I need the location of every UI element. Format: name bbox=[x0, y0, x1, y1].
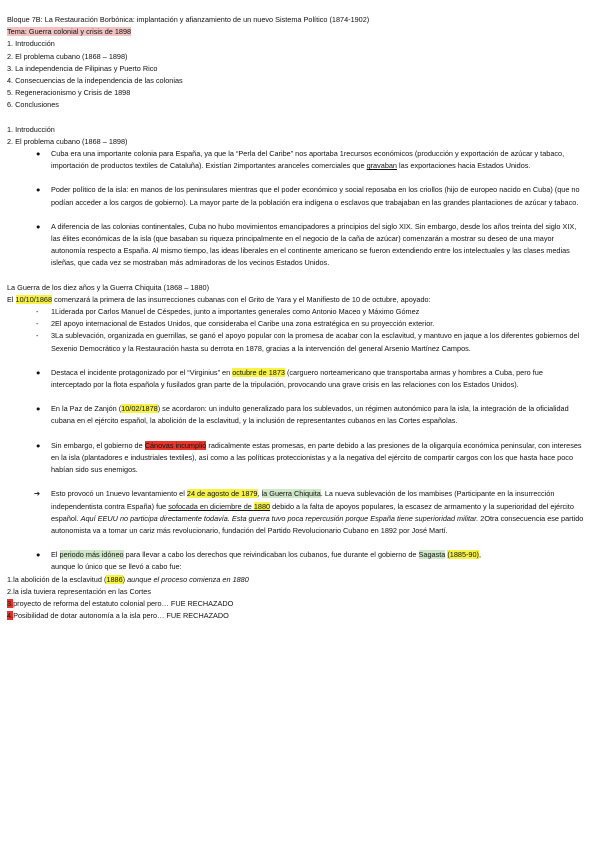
dash-icon: - bbox=[36, 307, 39, 317]
dash-item: - 1Liderada por Carlos Manuel de Céspedes, junto a importantes generales como Antonio Maceo y Máximo Gómez bbox=[7, 306, 593, 318]
toc-item: 2. El problema cubano (1868 – 1898) bbox=[7, 51, 128, 61]
sagasta-line-2: aunque lo único que se llevó a cabo fue: bbox=[51, 562, 182, 572]
bullet-autonomy-desire: ● A diferencia de las colonias continentales, Cuba no hubo movimientos emancipadores a principios del siglo XIX. Sin embargo, desde los años treinta del siglo XIX, las élites económicas de la isla (que basaban su riqueza principalmente en el negocio de la caña de azúcar) comenzarán a mostrar su deseo de una mayor autonomía respecto a España. Al mismo tiempo, las ideas liberales en el continente americano se fueron extendiendo entre los intelectuales y las clases medias isleñas, que cada vez se mostraban más admiradoras de los vecinos Estados Unidos. bbox=[36, 221, 577, 268]
war-intro: El 10/10/1868 comenzará la primera de las insurrecciones cubanas con el Grito de Yara y el Manifiesto de 10 de octubre, apoyado: bbox=[7, 294, 431, 304]
date-highlight: octubre de 1873 bbox=[232, 367, 285, 377]
date-highlight: 10/02/1878 bbox=[121, 404, 158, 414]
bullet-canovas: ● Sin embargo, el gobierno de Cánovas incumplió radicalmente estas promesas, en parte debido a las presiones de la oligarquía económica peninsular, con intereses en la isla (plantadores e industriales textiles), así como a las políticas proteccionistas y a la negativa del ejército de compartir cargos con los que hasta hace poco habían sido sus enemigos. bbox=[36, 440, 582, 475]
bullet-icon: ● bbox=[36, 149, 41, 159]
toc-item: 4. Consecuencias de la independencia de las colonias bbox=[7, 76, 183, 86]
arrow-item-guerra-chiquita: ➔ Esto provocó un 1nuevo levantamiento el 24 de agosto de 1879, la Guerra Chiquita. La nueva sublevación de los mambises (Participante en la insurrección independentista contra España) fue sofocada en diciembre de 1880 debido a la falta de apoyos populares, la escasez de armamento y la superioridad del ejército español. Aquí EEUU no participa directamente todavía. Esta guerra tuvo poca repercusión porque España tiene superioridad militar. 2Otra consecuencia ese partido autonomista va a tomar un cariz más revolucionario, fundación del Partido Revolucionario Cubano en 1892 por José Martí. bbox=[34, 489, 584, 535]
date-highlight: 10/10/1868 bbox=[15, 294, 53, 304]
bullet-icon: ● bbox=[36, 221, 41, 231]
document-page bbox=[7, 14, 593, 622]
date-highlight: (1885-90) bbox=[447, 550, 479, 560]
green-highlight: periodo más idóneo bbox=[59, 550, 124, 560]
bullet-icon: ● bbox=[36, 367, 41, 377]
bullet-icon: ● bbox=[36, 550, 41, 560]
red-highlight: Cánovas incumplió bbox=[144, 440, 207, 450]
list-item: 3.proyecto de reforma del estatuto colonial pero… FUE RECHAZADO bbox=[7, 598, 234, 608]
red-number: 4. bbox=[7, 611, 14, 621]
red-number: 3. bbox=[7, 598, 14, 608]
dash-item: - 3La sublevación, organizada en guerrillas, se ganó el apoyo popular con la promesa de acabar con la esclavitud, y mantuvo en jaque a los diferentes gobiernos del Sexenio Democrático y la Restauración hasta su derrota en 1878, gracias a la intervención del general Arsenio Martínez Campos. bbox=[36, 331, 580, 353]
bullet-icon: ● bbox=[36, 404, 41, 414]
dash-icon: - bbox=[36, 319, 39, 329]
toc-item: 3. La independencia de Filipinas y Puerto Rico bbox=[7, 63, 158, 73]
toc-item: 5. Regeneracionismo y Crisis de 1898 bbox=[7, 88, 131, 98]
underlined-term: gravaban bbox=[366, 161, 397, 171]
table-of-contents bbox=[7, 38, 593, 111]
bullet-icon: ● bbox=[36, 440, 41, 450]
topic-title bbox=[7, 26, 593, 38]
dash-icon: - bbox=[36, 331, 39, 341]
topic-highlight: Tema: Guerra colonial y crisis de 1898 bbox=[7, 27, 132, 37]
italic-note: Aquí EEUU no participa directamente todavía. Esta guerra tuvo poca repercusión porque España tiene superioridad militar. bbox=[80, 513, 479, 523]
list-item: 2.la isla tuviera representación en las Cortes bbox=[7, 586, 151, 596]
bullet-economic-resources: ● Cuba era una importante colonia para España, ya que la “Perla del Caribe” nos aportaba 1recursos económicos (producción y exportación de azúcar y tabaco, importación de productos textiles de Cataluña). Existían 2importantes aranceles comerciales que gravaban las exportaciones hacia Estados Unidos. bbox=[36, 149, 565, 171]
section-heading: 2. El problema cubano (1868 – 1898) bbox=[7, 136, 128, 146]
bullet-sagasta: ● El periodo más idóneo para llevar a cabo los derechos que reivindicaban los cubanos, fue durante el gobierno de Sagasta (1885-90), aunque lo único que se llevó a cabo fue: bbox=[7, 549, 593, 573]
green-highlight: la Guerra Chiquita bbox=[261, 489, 321, 499]
date-highlight: 1880 bbox=[253, 501, 271, 511]
underlined-term: sofocada en diciembre de bbox=[168, 501, 254, 511]
toc-item: 1. Introducción bbox=[7, 39, 55, 49]
bullet-virginius: ● Destaca el incidente protagonizado por el “Virginius” en octubre de 1873 (carguero norteamericano que transportaba armas y hombres a Cuba, pero fue interceptado por la flota española y fusilados gran parte de la tripulación, provocando una grave crisis en las relaciones con los Estados Unidos). bbox=[36, 367, 543, 390]
bullet-political-power: ● Poder político de la isla: en manos de los peninsulares mientras que el poder económico y social reposaba en los criollos (hijo de europeo nacido en Cuba) (que no podían acceder a los cargos de gobierno). La mayor parte de la población era indígena o esclavos que trabajaban en las grandes plantaciones de azúcar y tabaco. bbox=[36, 185, 580, 207]
dash-item: - 2El apoyo internacional de Estados Unidos, que consideraba el Caribe una zona estratégica en su proyección exterior. bbox=[7, 318, 593, 330]
date-highlight: 24 de agosto de 1879 bbox=[186, 489, 258, 499]
section-heading: 1. Introducción bbox=[7, 124, 55, 134]
italic-note: aunque el proceso comienza en 1880 bbox=[127, 574, 249, 584]
list-item: 4.Posibilidad de dotar autonomía a la isla pero… FUE RECHAZADO bbox=[7, 611, 229, 621]
list-item: 1.la abolición de la esclavitud (1886) aunque el proceso comienza en 1880 bbox=[7, 574, 249, 584]
war-heading: La Guerra de los diez años y la Guerra Chiquita (1868 – 1880) bbox=[7, 282, 210, 292]
toc-item: 6. Conclusiones bbox=[7, 100, 59, 110]
date-highlight: 1886 bbox=[106, 574, 123, 584]
arrow-icon: ➔ bbox=[34, 489, 41, 499]
green-highlight: Sagasta bbox=[418, 550, 446, 560]
bullet-icon: ● bbox=[36, 185, 41, 195]
bullet-zanjon: ● En la Paz de Zanjón (10/02/1878) se acordaron: un indulto generalizado para los sublevados, un régimen autonómico para la isla, la integración de la oficialidad cubana en el ejército español, la abolición de la esclavitud, y la inclusión de representantes cubanos en las Cortes españolas. bbox=[36, 404, 569, 426]
block-title: Bloque 7B: La Restauración Borbónica: implantación y afianzamiento de un nuevo Sistema Político (1874-1902) bbox=[7, 15, 370, 24]
